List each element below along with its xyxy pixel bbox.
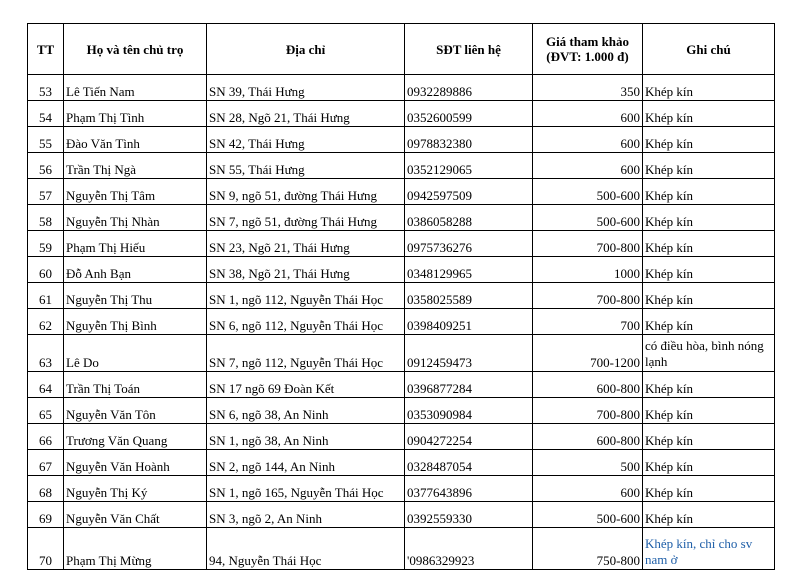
- cell-price: 600-800: [533, 424, 643, 450]
- cell-tt: 66: [28, 424, 64, 450]
- cell-name: Đào Văn Tình: [64, 127, 207, 153]
- cell-price: 350: [533, 75, 643, 101]
- cell-price: 700-800: [533, 231, 643, 257]
- cell-address: SN 1, ngõ 165, Nguyễn Thái Học: [207, 476, 405, 502]
- cell-name: Phạm Thị Mừng: [64, 528, 207, 570]
- cell-price: 1000: [533, 257, 643, 283]
- cell-note: Khép kín: [643, 283, 775, 309]
- cell-address: SN 42, Thái Hưng: [207, 127, 405, 153]
- cell-name: Phạm Thị Hiếu: [64, 231, 207, 257]
- header-address: Địa chỉ: [207, 24, 405, 75]
- cell-tt: 53: [28, 75, 64, 101]
- cell-note: có điều hòa, bình nóng lạnh: [643, 335, 775, 372]
- table-row: [28, 205, 775, 231]
- cell-tt: 63: [28, 335, 64, 372]
- cell-phone: 0386058288: [405, 205, 533, 231]
- cell-address: SN 2, ngõ 144, An Ninh: [207, 450, 405, 476]
- cell-tt: 58: [28, 205, 64, 231]
- cell-address: SN 39, Thái Hưng: [207, 75, 405, 101]
- cell-phone: 0352600599: [405, 101, 533, 127]
- cell-phone: '0986329923: [405, 528, 533, 570]
- header-name: Họ và tên chủ trọ: [64, 24, 207, 75]
- cell-phone: 0377643896: [405, 476, 533, 502]
- cell-note: Khép kín: [643, 398, 775, 424]
- cell-name: Nguyễn Thị Tâm: [64, 179, 207, 205]
- cell-tt: 57: [28, 179, 64, 205]
- cell-address: SN 9, ngõ 51, đường Thái Hưng: [207, 179, 405, 205]
- cell-address: SN 17 ngõ 69 Đoàn Kết: [207, 372, 405, 398]
- cell-name: Nguyễn Văn Tôn: [64, 398, 207, 424]
- cell-address: SN 6, ngõ 112, Nguyễn Thái Học: [207, 309, 405, 335]
- cell-phone: 0396877284: [405, 372, 533, 398]
- cell-note: Khép kín: [643, 372, 775, 398]
- cell-name: Lê Tiến Nam: [64, 75, 207, 101]
- cell-phone: 0353090984: [405, 398, 533, 424]
- table-row: [28, 179, 775, 205]
- table-row: [28, 153, 775, 179]
- cell-name: Nguyễn Thị Bình: [64, 309, 207, 335]
- cell-phone: 0912459473: [405, 335, 533, 372]
- table-row: [28, 450, 775, 476]
- header-price-line1: Giá tham khảo: [545, 34, 630, 49]
- cell-note: Khép kín, chỉ cho sv nam ở: [643, 528, 775, 570]
- table-row: [28, 75, 775, 101]
- cell-price: 600: [533, 127, 643, 153]
- cell-price: 500-600: [533, 205, 643, 231]
- cell-address: SN 7, ngõ 112, Nguyễn Thái Học: [207, 335, 405, 372]
- cell-tt: 62: [28, 309, 64, 335]
- header-price: [533, 24, 643, 75]
- cell-phone: 0932289886: [405, 75, 533, 101]
- cell-name: Trần Thị Ngà: [64, 153, 207, 179]
- cell-note: Khép kín: [643, 101, 775, 127]
- cell-note: Khép kín: [643, 127, 775, 153]
- cell-phone: 0942597509: [405, 179, 533, 205]
- cell-address: SN 38, Ngõ 21, Thái Hưng: [207, 257, 405, 283]
- cell-note: Khép kín: [643, 231, 775, 257]
- cell-name: Trương Văn Quang: [64, 424, 207, 450]
- table-row: [28, 257, 775, 283]
- cell-price: 700-800: [533, 398, 643, 424]
- header-price-line2: (ĐVT: 1.000 đ): [546, 49, 629, 64]
- cell-address: SN 1, ngõ 38, An Ninh: [207, 424, 405, 450]
- cell-price: 600: [533, 476, 643, 502]
- cell-note: Khép kín: [643, 205, 775, 231]
- cell-price: 600-800: [533, 372, 643, 398]
- cell-price: 750-800: [533, 528, 643, 570]
- table-row: [28, 101, 775, 127]
- table-row: [28, 231, 775, 257]
- cell-tt: 56: [28, 153, 64, 179]
- cell-address: 94, Nguyễn Thái Học: [207, 528, 405, 570]
- cell-phone: 0392559330: [405, 502, 533, 528]
- cell-tt: 59: [28, 231, 64, 257]
- cell-note: Khép kín: [643, 75, 775, 101]
- cell-name: Lê Do: [64, 335, 207, 372]
- table-row: [28, 502, 775, 528]
- cell-address: SN 23, Ngõ 21, Thái Hưng: [207, 231, 405, 257]
- cell-name: Phạm Thị Tình: [64, 101, 207, 127]
- cell-phone: 0398409251: [405, 309, 533, 335]
- table-row: [28, 476, 775, 502]
- cell-price: 500-600: [533, 502, 643, 528]
- cell-address: SN 7, ngõ 51, đường Thái Hưng: [207, 205, 405, 231]
- cell-tt: 54: [28, 101, 64, 127]
- cell-address: SN 6, ngõ 38, An Ninh: [207, 398, 405, 424]
- cell-address: SN 28, Ngõ 21, Thái Hưng: [207, 101, 405, 127]
- cell-note: Khép kín: [643, 450, 775, 476]
- table-row: [28, 335, 775, 372]
- cell-tt: 55: [28, 127, 64, 153]
- cell-note: Khép kín: [643, 179, 775, 205]
- cell-price: 700-800: [533, 283, 643, 309]
- cell-price: 700-1200: [533, 335, 643, 372]
- table-row: [28, 372, 775, 398]
- cell-phone: 0348129965: [405, 257, 533, 283]
- table-row: [28, 398, 775, 424]
- cell-note: Khép kín: [643, 257, 775, 283]
- cell-phone: 0975736276: [405, 231, 533, 257]
- cell-phone: 0328487054: [405, 450, 533, 476]
- cell-note: Khép kín: [643, 153, 775, 179]
- cell-tt: 61: [28, 283, 64, 309]
- cell-name: Trần Thị Toán: [64, 372, 207, 398]
- cell-note: Khép kín: [643, 309, 775, 335]
- table-row: [28, 528, 775, 570]
- cell-address: SN 55, Thái Hưng: [207, 153, 405, 179]
- cell-note: Khép kín: [643, 424, 775, 450]
- rental-listing-table: [27, 23, 775, 570]
- cell-name: Nguyễn Văn Chất: [64, 502, 207, 528]
- header-phone: SĐT liên hệ: [405, 24, 533, 75]
- table-row: [28, 127, 775, 153]
- header-note: Ghi chú: [643, 24, 775, 75]
- cell-tt: 67: [28, 450, 64, 476]
- cell-phone: 0352129065: [405, 153, 533, 179]
- table-row: [28, 424, 775, 450]
- cell-address: SN 3, ngõ 2, An Ninh: [207, 502, 405, 528]
- cell-name: Nguyễn Thị Ký: [64, 476, 207, 502]
- cell-tt: 70: [28, 528, 64, 570]
- cell-tt: 68: [28, 476, 64, 502]
- cell-name: Nguyễn Thị Nhàn: [64, 205, 207, 231]
- cell-phone: 0358025589: [405, 283, 533, 309]
- cell-name: Đỗ Anh Bạn: [64, 257, 207, 283]
- cell-tt: 60: [28, 257, 64, 283]
- cell-tt: 69: [28, 502, 64, 528]
- cell-price: 500-600: [533, 179, 643, 205]
- cell-address: SN 1, ngõ 112, Nguyễn Thái Học: [207, 283, 405, 309]
- cell-phone: 0904272254: [405, 424, 533, 450]
- cell-price: 600: [533, 153, 643, 179]
- table-row: [28, 283, 775, 309]
- cell-note: Khép kín: [643, 502, 775, 528]
- header-tt: TT: [28, 24, 64, 75]
- cell-note: Khép kín: [643, 476, 775, 502]
- cell-price: 600: [533, 101, 643, 127]
- cell-phone: 0978832380: [405, 127, 533, 153]
- table-row: [28, 309, 775, 335]
- cell-name: Nguyễn Văn Hoành: [64, 450, 207, 476]
- cell-price: 500: [533, 450, 643, 476]
- cell-name: Nguyễn Thị Thu: [64, 283, 207, 309]
- cell-price: 700: [533, 309, 643, 335]
- cell-tt: 65: [28, 398, 64, 424]
- cell-tt: 64: [28, 372, 64, 398]
- header-row: [28, 24, 775, 75]
